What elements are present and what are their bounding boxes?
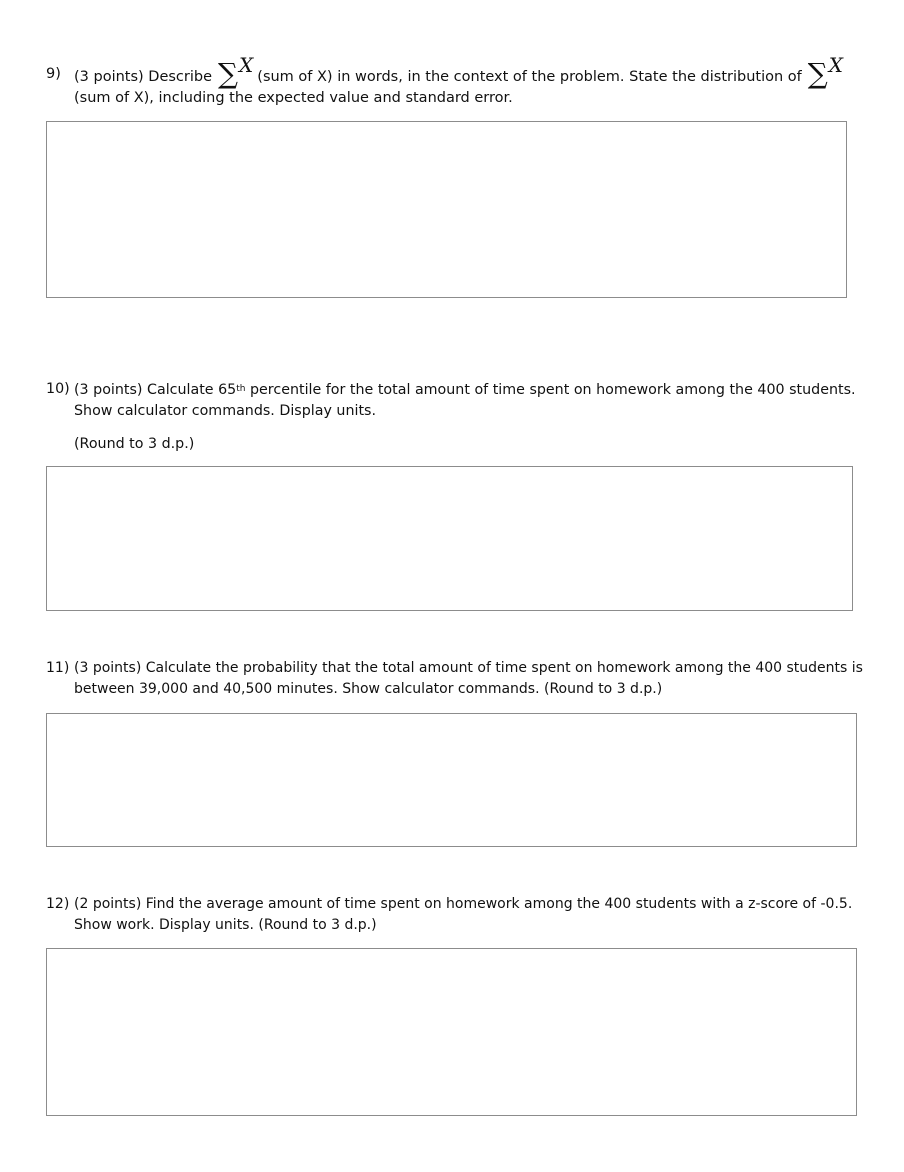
sum-x-symbol bbox=[218, 53, 254, 90]
question-text-b: percentile for the total amount of time spent on homework among the 400 students. bbox=[245, 382, 856, 398]
question-prefix: (3 points) Describe bbox=[74, 69, 213, 85]
question-line-2: between 39,000 and 40,500 minutes. Show calculator commands. (Round to 3 d.p.) bbox=[74, 681, 663, 697]
question-number: 11) bbox=[46, 660, 70, 676]
sum-x-symbol bbox=[807, 53, 844, 90]
question-11 bbox=[46, 658, 863, 700]
rounding-note: (Round to 3 d.p.) bbox=[74, 436, 195, 452]
question-9 bbox=[46, 53, 847, 109]
question-10 bbox=[46, 379, 856, 455]
question-text bbox=[74, 53, 847, 109]
question-number: 10) bbox=[46, 381, 70, 397]
question-line-1: (2 points) Find the average amount of time spent on homework among the 400 students with a z-score of -0.5. bbox=[74, 896, 853, 912]
question-middle: (sum of X) in words, in the context of the problem. State the distribution of bbox=[257, 69, 802, 85]
question-text bbox=[74, 658, 863, 700]
answer-box-11[interactable] bbox=[46, 713, 857, 847]
answer-box-9[interactable] bbox=[46, 121, 847, 298]
ordinal-suffix: th bbox=[236, 384, 246, 394]
variable-x: X bbox=[828, 53, 844, 77]
question-line-1: (3 points) Calculate the probability that the total amount of time spent on homework among the 400 students is bbox=[74, 660, 863, 676]
sigma-icon: ∑ bbox=[218, 57, 239, 90]
question-text bbox=[74, 894, 852, 936]
question-12 bbox=[46, 894, 852, 936]
question-line-2: Show work. Display units. (Round to 3 d.p.) bbox=[74, 917, 377, 933]
answer-box-12[interactable] bbox=[46, 948, 857, 1116]
question-line-2: (sum of X), including the expected value and standard error. bbox=[74, 90, 513, 106]
question-number: 9) bbox=[46, 66, 61, 82]
answer-box-10[interactable] bbox=[46, 466, 853, 611]
question-number: 12) bbox=[46, 896, 70, 912]
question-text bbox=[74, 379, 856, 422]
question-line-2: Show calculator commands. Display units. bbox=[74, 403, 376, 419]
variable-x: X bbox=[239, 53, 254, 77]
sigma-icon: ∑ bbox=[807, 57, 828, 90]
question-text-a: (3 points) Calculate 65 bbox=[74, 382, 237, 398]
